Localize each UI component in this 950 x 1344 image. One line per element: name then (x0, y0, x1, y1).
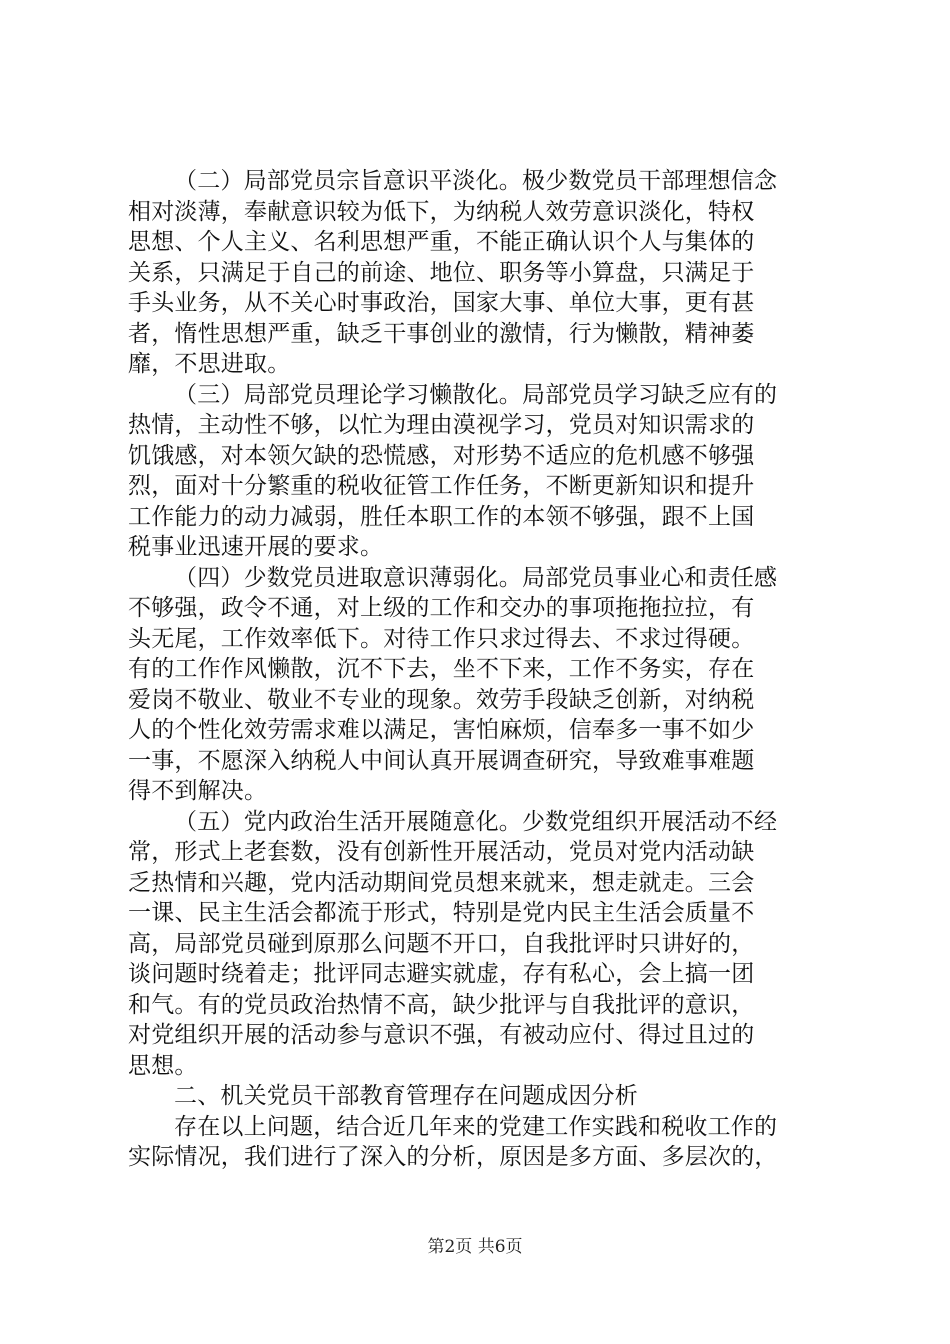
paragraph-line: 思想。 (128, 1052, 198, 1079)
page-number-footer: 第2页 共6页 (427, 1237, 523, 1257)
paragraph-line: 者，惰性思想严重，缺乏干事创业的激情，行为懒散，精神萎 (128, 320, 755, 347)
paragraph-line: 谈问题时绕着走；批评同志避实就虚，存有私心，会上搞一团 (128, 961, 755, 987)
paragraph-line: 一事，不愿深入纳税人中间认真开展调查研究，导致难事难题 (128, 747, 755, 774)
paragraph-line: 人的个性化效劳需求难以满足，害怕麻烦，信奉多一事不如少 (128, 717, 755, 743)
paragraph-line: 头无尾，工作效率低下。对待工作只求过得去、不求过得硬。 (128, 625, 755, 652)
paragraph-line: 存在以上问题，结合近几年来的党建工作实践和税收工作的 (174, 1113, 778, 1140)
paragraph-line: 手头业务，从不关心时事政治，国家大事、单位大事，更有甚 (128, 290, 755, 316)
paragraph-line: 一课、民主生活会都流于形式，特别是党内民主生活会质量不 (128, 900, 755, 926)
section-heading: 二、机关党员干部教育管理存在问题成因分析 (174, 1083, 638, 1109)
paragraph-line: （四）少数党员进取意识薄弱化。局部党员事业心和责任感 (174, 564, 778, 591)
paragraph-line: 得不到解决。 (128, 778, 268, 804)
paragraph-line: 对党组织开展的活动参与意识不强，有被动应付、得过且过的 (128, 1022, 755, 1048)
paragraph-line: 热情，主动性不够，以忙为理由漠视学习，党员对知识需求的 (128, 412, 755, 438)
paragraph-line: 有的工作作风懒散，沉不下去，坐不下来，工作不务实，存在 (128, 656, 755, 682)
paragraph-line: 常，形式上老套数，没有创新性开展活动，党员对党内活动缺 (128, 839, 755, 865)
paragraph-line: 靡，不思进取。 (128, 351, 291, 377)
paragraph-line: 爱岗不敬业、敬业不专业的现象。效劳手段缺乏创新，对纳税 (128, 686, 755, 713)
paragraph-line: 和气。有的党员政治热情不高，缺少批评与自我批评的意识， (128, 991, 755, 1018)
paragraph-line: 工作能力的动力减弱，胜任本职工作的本领不够强，跟不上国 (128, 503, 755, 530)
paragraph-line: 相对淡薄，奉献意识较为低下，为纳税人效劳意识淡化，特权 (128, 198, 755, 225)
paragraph-line: 关系，只满足于自己的前途、地位、职务等小算盘，只满足于 (128, 259, 755, 286)
paragraph-line: 高，局部党员碰到原那么问题不开口，自我批评时只讲好的， (128, 930, 755, 957)
paragraph-line: 饥饿感，对本领欠缺的恐慌感，对形势不适应的危机感不够强 (128, 442, 755, 469)
paragraph-line: 税事业迅速开展的要求。 (128, 534, 384, 560)
paragraph-line: 思想、个人主义、名利思想严重，不能正确认识个人与集体的 (128, 229, 755, 255)
paragraph-line: 乏热情和兴趣，党内活动期间党员想来就来，想走就走。三会 (128, 869, 755, 896)
paragraph-line: （二）局部党员宗旨意识平淡化。极少数党员干部理想信念 (174, 168, 778, 194)
paragraph-line: （五）党内政治生活开展随意化。少数党组织开展活动不经 (174, 808, 778, 835)
paragraph-line: 不够强，政令不通，对上级的工作和交办的事项拖拖拉拉，有 (128, 595, 755, 621)
paragraph-line: 烈，面对十分繁重的税收征管工作任务，不断更新知识和提升 (128, 473, 755, 499)
paragraph-line: 实际情况，我们进行了深入的分析，原因是多方面、多层次的， (128, 1144, 778, 1170)
document-body (128, 166, 838, 1173)
paragraph-line: （三）局部党员理论学习懒散化。局部党员学习缺乏应有的 (174, 381, 778, 408)
